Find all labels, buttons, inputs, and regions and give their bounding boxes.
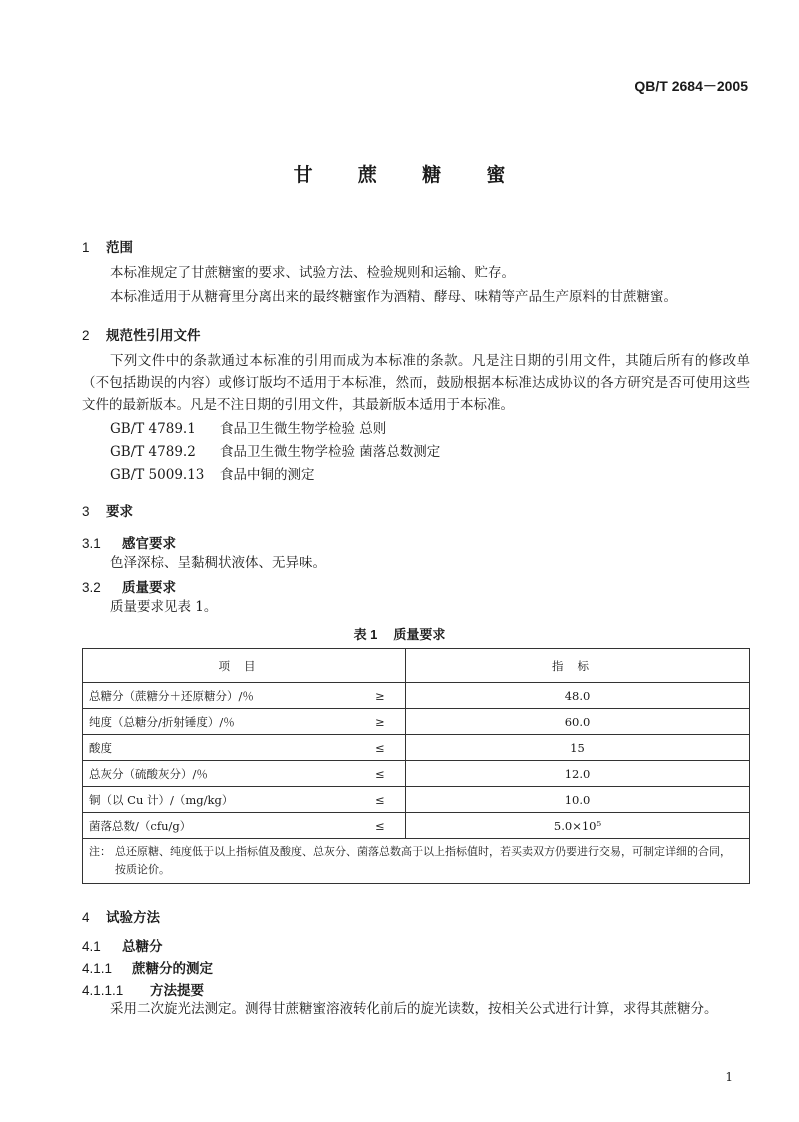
note-text: 总还原糖、纯度低于以上指标值及酸度、总灰分、菌落总数高于以上指标值时，若买卖双方仍要进行交易，可制定详细的合同，按质论价。	[115, 845, 731, 876]
table-caption: 表 1 质量要求	[353, 627, 446, 642]
table-row	[83, 787, 750, 813]
quality-requirements-table	[82, 648, 750, 884]
section-3-2-heading: 3.2 质量要求	[82, 580, 176, 595]
row-item: 纯度（总糖分/折射锤度）/％	[83, 709, 376, 735]
section-4-1-1-heading: 4.1.1 蔗糖分的测定	[82, 961, 213, 976]
section-4-1-1-1-para: 采用二次旋光法测定。测得甘蔗糖蜜溶液转化前后的旋光读数，按相关公式进行计算，求得其蔗糖分。	[110, 1001, 718, 1017]
row-item: 总灰分（硫酸灰分）/％	[83, 761, 376, 787]
section-1-para-2: 本标准适用于从糖膏里分离出来的最终糖蜜作为酒精、酵母、味精等产品生产原料的甘蔗糖蜜。	[110, 289, 677, 305]
section-1-para-1: 本标准规定了甘蔗糖蜜的要求、试验方法、检验规则和运输、贮存。	[110, 265, 515, 281]
section-3-1-para: 色泽深棕、呈黏稠状液体、无异味。	[110, 555, 326, 571]
section-3-2-para: 质量要求见表 1。	[110, 599, 218, 615]
reference-item: GB/T 4789.1 食品卫生微生物学检验 总则	[110, 421, 387, 437]
standard-code: QB/T 2684－2005	[634, 78, 748, 94]
row-symbol: ≤	[375, 813, 406, 839]
row-value: 10.0	[406, 787, 750, 813]
section-4-1-1-1-heading: 4.1.1.1 方法提要	[82, 983, 204, 998]
table-note	[83, 839, 750, 884]
page-number: 1	[725, 1070, 733, 1084]
table-row	[83, 813, 750, 839]
table-note-row	[83, 839, 750, 884]
section-3-1-heading: 3.1 感官要求	[82, 536, 176, 551]
section-2-intro: 下列文件中的条款通过本标准的引用而成为本标准的条款。凡是注日期的引用文件，其随后所有的修改单（不包括勘误的内容）或修订版均不适用于本标准，然而，鼓励根据本标准达成协议的各方研究是否可使用这些文件的最新版本。凡是不注日期的引用文件，其最新版本适用于本标准。	[82, 353, 750, 413]
row-symbol: ≤	[375, 787, 406, 813]
table-header-row	[83, 649, 750, 683]
row-item: 铜（以 Cu 计）/（mg/kg）	[83, 787, 376, 813]
row-symbol: ≥	[375, 683, 406, 709]
row-value: 12.0	[406, 761, 750, 787]
section-4-heading: 4 试验方法	[82, 910, 160, 925]
table-row	[83, 761, 750, 787]
column-header-item: 项目	[83, 649, 406, 683]
row-symbol: ≤	[375, 735, 406, 761]
row-value: 5.0×10⁵	[406, 813, 750, 839]
reference-item: GB/T 4789.2 食品卫生微生物学检验 菌落总数测定	[110, 444, 441, 460]
note-label: 注：	[89, 845, 111, 858]
table-row	[83, 735, 750, 761]
row-symbol: ≥	[375, 709, 406, 735]
row-symbol: ≤	[375, 761, 406, 787]
document-title: 甘 蔗 糖 蜜	[293, 165, 526, 186]
section-2-heading: 2 规范性引用文件	[82, 328, 201, 343]
column-header-value: 指标	[406, 649, 750, 683]
table-row	[83, 683, 750, 709]
row-item: 菌落总数/（cfu/g）	[83, 813, 376, 839]
row-item: 酸度	[83, 735, 376, 761]
section-4-1-heading: 4.1 总糖分	[82, 939, 163, 954]
table-row	[83, 709, 750, 735]
row-value: 48.0	[406, 683, 750, 709]
row-item: 总糖分（蔗糖分＋还原糖分）/％	[83, 683, 376, 709]
reference-item: GB/T 5009.13 食品中铜的测定	[110, 467, 315, 483]
section-3-heading: 3 要求	[82, 504, 133, 519]
row-value: 60.0	[406, 709, 750, 735]
section-1-heading: 1 范围	[82, 240, 133, 255]
row-value: 15	[406, 735, 750, 761]
